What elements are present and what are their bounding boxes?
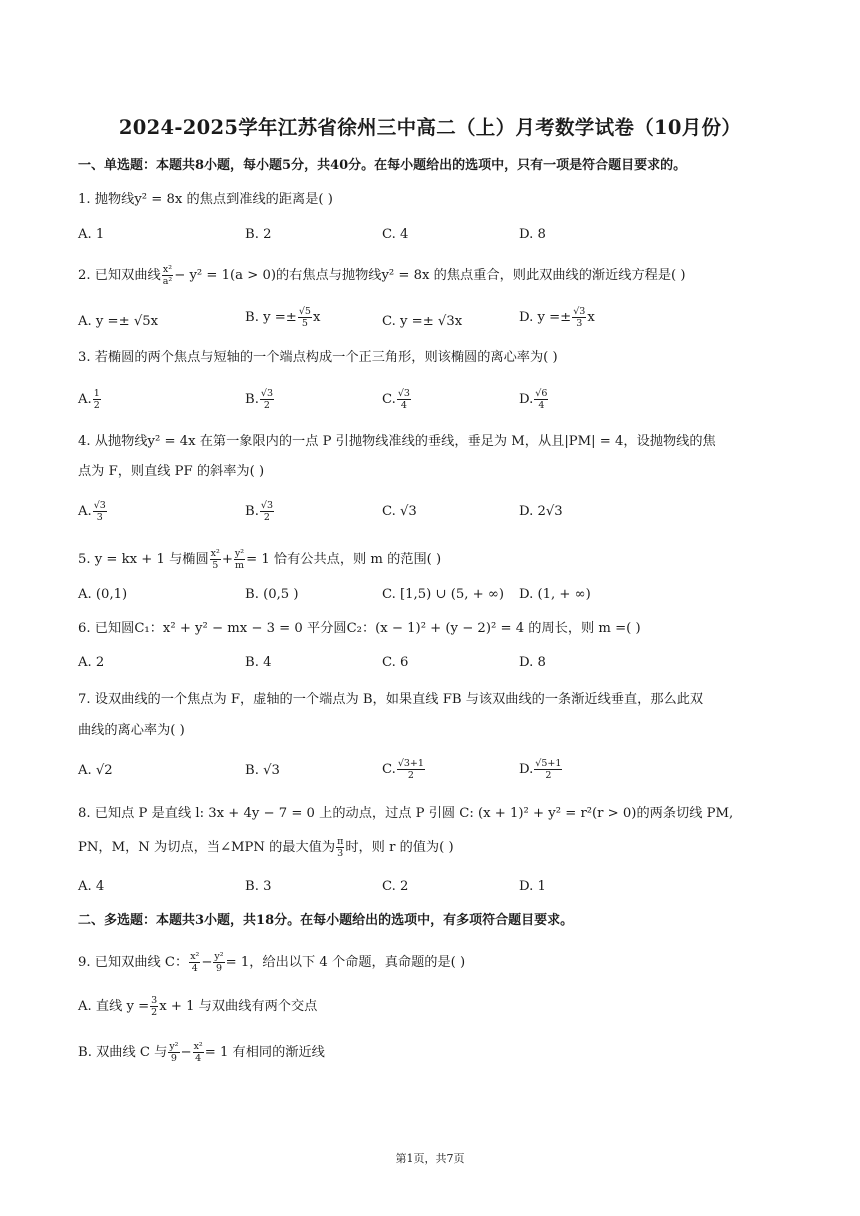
q7-option-b: B. √3 — [245, 763, 280, 778]
q5-f2-num: y² — [234, 548, 245, 559]
q5-fraction-1 — [210, 548, 221, 571]
q5-option-c: C. [1,5) ∪ (5, + ∞) — [382, 587, 504, 602]
q8-option-c: C. 2 — [382, 879, 409, 894]
q3-c-fraction — [397, 388, 411, 411]
q9-a-num: 3 — [151, 995, 158, 1006]
question-6-stem: 6. 已知圆C₁：x² + y² − mx − 3 = 0 平分圆C₂：(x − 1)² + (y − 2)² = 4 的周长，则 m =( ) — [78, 621, 641, 636]
question-4-stem-line1: 4. 从抛物线y² = 4x 在第一象限内的一点 P 引抛物线准线的垂线，垂足为 M，从且|PM| = 4，设抛物线的焦 — [78, 434, 716, 449]
question-1-stem: 1. 抛物线y² = 8x 的焦点到准线的距离是( ) — [78, 192, 333, 207]
q5-plus: + — [221, 552, 233, 567]
q3-a-den: 2 — [93, 400, 100, 411]
q7-c-num: √3+1 — [397, 758, 424, 769]
section-single-choice-header: 一、单选题：本题共8小题，每小题5分，共40分。在每小题给出的选项中，只有一项是符合题目要求的。 — [78, 158, 687, 173]
q7-d-fraction — [534, 758, 562, 781]
q3-d-label: D. — [519, 392, 534, 407]
q3-option-c — [382, 388, 412, 411]
q4-b-fraction — [260, 500, 274, 523]
q5-f2-den: m — [234, 560, 244, 571]
q2-d-den: 3 — [576, 318, 583, 329]
q2-b-suffix: x — [312, 310, 321, 325]
q2-b-den: 5 — [301, 318, 308, 329]
section-multi-choice-header: 二、多选题：本题共3小题，共18分。在每小题给出的选项中，有多项符合题目要求。 — [78, 913, 574, 928]
q5-f1-den: 5 — [212, 560, 219, 571]
q8-prefix: PN，M，N 为切点，当∠MPN 的最大值为 — [78, 840, 336, 855]
q3-c-den: 4 — [400, 400, 407, 411]
q9-option-a — [78, 995, 317, 1018]
q3-option-a — [78, 388, 102, 411]
q4-option-b — [245, 500, 275, 523]
q2-d-num: √3 — [573, 306, 586, 317]
q3-d-num: √6 — [535, 388, 548, 399]
q9-b-fraction-1 — [168, 1041, 179, 1064]
q8-option-a: A. 4 — [78, 879, 105, 894]
q7-c-label: C. — [382, 762, 396, 777]
q2-d-suffix: x — [587, 310, 595, 325]
q9-prefix: 9. 已知双曲线 C： — [78, 955, 189, 970]
q2-d-prefix: D. y =± — [519, 310, 572, 325]
question-8-stem-line2 — [78, 836, 454, 859]
q9-b-f1-den: 9 — [170, 1053, 177, 1064]
q1-option-d: D. 8 — [519, 227, 546, 242]
q7-option-a: A. √2 — [78, 763, 113, 778]
q2-option-a: A. y =± √5x — [78, 314, 159, 329]
question-7-stem-line2: 曲线的离心率为( ) — [78, 723, 185, 738]
q6-option-d: D. 8 — [519, 655, 546, 670]
q5-suffix: = 1 恰有公共点，则 m 的范围( ) — [246, 552, 442, 567]
q9-f1-num: x² — [190, 951, 200, 962]
q5-f1-num: x² — [210, 548, 220, 559]
q3-d-den: 4 — [538, 400, 545, 411]
question-8-stem-line1: 8. 已知点 P 是直线 l: 3x + 4y − 7 = 0 上的动点，过点 P 引圆 C: (x + 1)² + y² = r²(r > 0)的两条切线 PM, — [78, 806, 734, 821]
question-3-stem: 3. 若椭圆的两个焦点与短轴的一个端点构成一个正三角形，则该椭圆的离心率为( ) — [78, 350, 558, 365]
question-2-stem — [78, 264, 686, 287]
q9-minus: − — [201, 955, 213, 970]
q8-option-b: B. 3 — [245, 879, 272, 894]
q9-a-prefix: A. 直线 y = — [78, 999, 150, 1014]
q2-option-b — [245, 306, 320, 329]
q3-c-label: C. — [382, 392, 396, 407]
q7-d-label: D. — [519, 762, 534, 777]
q2-prefix: 2. 已知双曲线 — [78, 268, 161, 283]
q4-b-label: B. — [245, 504, 259, 519]
q2-option-d — [519, 306, 595, 329]
q1-option-b: B. 2 — [245, 227, 272, 242]
q5-option-b: B. (0,5 ) — [245, 587, 299, 602]
q4-a-den: 3 — [96, 512, 103, 523]
q9-b-prefix: B. 双曲线 C 与 — [78, 1045, 168, 1060]
q6-option-a: A. 2 — [78, 655, 105, 670]
q8-option-d: D. 1 — [519, 879, 546, 894]
q4-b-num: √3 — [260, 500, 273, 511]
q9-a-den: 2 — [151, 1007, 158, 1018]
q7-option-d — [519, 758, 563, 781]
q2-b-prefix: B. y =± — [245, 310, 297, 325]
q4-a-label: A. — [78, 504, 92, 519]
q4-b-den: 2 — [263, 512, 270, 523]
q3-b-fraction — [260, 388, 274, 411]
q2-option-c: C. y =± √3x — [382, 314, 463, 329]
q9-a-suffix: x + 1 与双曲线有两个交点 — [159, 999, 318, 1014]
q3-b-label: B. — [245, 392, 259, 407]
q4-a-num: √3 — [93, 500, 106, 511]
q9-f2-den: 9 — [215, 963, 223, 974]
q7-c-den: 2 — [407, 770, 414, 781]
q2-suffix: − y² = 1(a > 0)的右焦点与抛物线y² = 8x 的焦点重合，则此双曲线的渐近线方程是( ) — [174, 268, 686, 283]
q4-a-fraction — [93, 500, 107, 523]
page-footer: 第1页，共7页 — [395, 1152, 465, 1165]
q9-b-suffix: = 1 有相同的渐近线 — [204, 1045, 325, 1060]
q2-frac-den: a² — [162, 276, 173, 287]
q7-c-fraction — [397, 758, 425, 781]
q8-frac-num: π — [337, 836, 344, 847]
q9-suffix: = 1，给出以下 4 个命题，真命题的是( ) — [225, 955, 466, 970]
q7-d-den: 2 — [545, 770, 552, 781]
q3-option-b — [245, 388, 275, 411]
q7-option-c — [382, 758, 426, 781]
q3-b-den: 2 — [263, 400, 270, 411]
q3-a-num: 1 — [93, 388, 100, 399]
q2-frac-num: x² — [162, 264, 173, 275]
q2-b-num: √5 — [298, 306, 311, 317]
exam-title: 2024-2025学年江苏省徐州三中高二（上）月考数学试卷（10月份） — [118, 116, 742, 139]
q9-fraction-1 — [189, 951, 200, 974]
q1-option-a: A. 1 — [78, 227, 105, 242]
q4-option-a — [78, 500, 108, 523]
question-4-stem-line2: 点为 F，则直线 PF 的斜率为( ) — [78, 464, 265, 479]
q3-d-fraction — [534, 388, 548, 411]
q8-suffix: 时，则 r 的值为( ) — [345, 840, 454, 855]
q3-b-num: √3 — [260, 388, 273, 399]
q2-d-fraction — [572, 306, 586, 329]
q3-a-fraction — [93, 388, 101, 411]
q9-option-b — [78, 1041, 325, 1064]
q8-frac-den: 3 — [337, 848, 344, 859]
q6-option-b: B. 4 — [245, 655, 272, 670]
q2-b-fraction — [298, 306, 312, 329]
question-9-stem — [78, 951, 465, 974]
q3-a-label: A. — [78, 392, 92, 407]
q9-b-f2-num: x² — [193, 1041, 203, 1052]
q9-fraction-2 — [213, 951, 224, 974]
question-5-stem — [78, 548, 441, 571]
q9-f1-den: 4 — [191, 963, 198, 974]
question-7-stem-line1: 7. 设双曲线的一个焦点为 F，虚轴的一个端点为 B，如果直线 FB 与该双曲线的一条渐近线垂直，那么此双 — [78, 692, 704, 707]
q9-b-minus: − — [180, 1045, 192, 1060]
q5-option-a: A. (0,1) — [78, 587, 128, 602]
q9-b-f1-num: y² — [169, 1041, 179, 1052]
q4-option-c: C. √3 — [382, 504, 417, 519]
q7-d-num: √5+1 — [535, 758, 562, 769]
q8-fraction — [336, 836, 344, 859]
q6-option-c: C. 6 — [382, 655, 409, 670]
q5-prefix: 5. y = kx + 1 与椭圆 — [78, 552, 209, 567]
q1-option-c: C. 4 — [382, 227, 409, 242]
q9-b-fraction-2 — [193, 1041, 204, 1064]
q9-b-f2-den: 4 — [195, 1053, 202, 1064]
q9-f2-num: y² — [214, 951, 224, 962]
q5-option-d: D. (1, + ∞) — [519, 587, 591, 602]
q3-c-num: √3 — [397, 388, 410, 399]
q9-a-fraction — [150, 995, 158, 1018]
q5-fraction-2 — [234, 548, 245, 571]
q2-fraction — [162, 264, 173, 287]
q3-option-d — [519, 388, 549, 411]
q4-option-d: D. 2√3 — [519, 504, 563, 519]
